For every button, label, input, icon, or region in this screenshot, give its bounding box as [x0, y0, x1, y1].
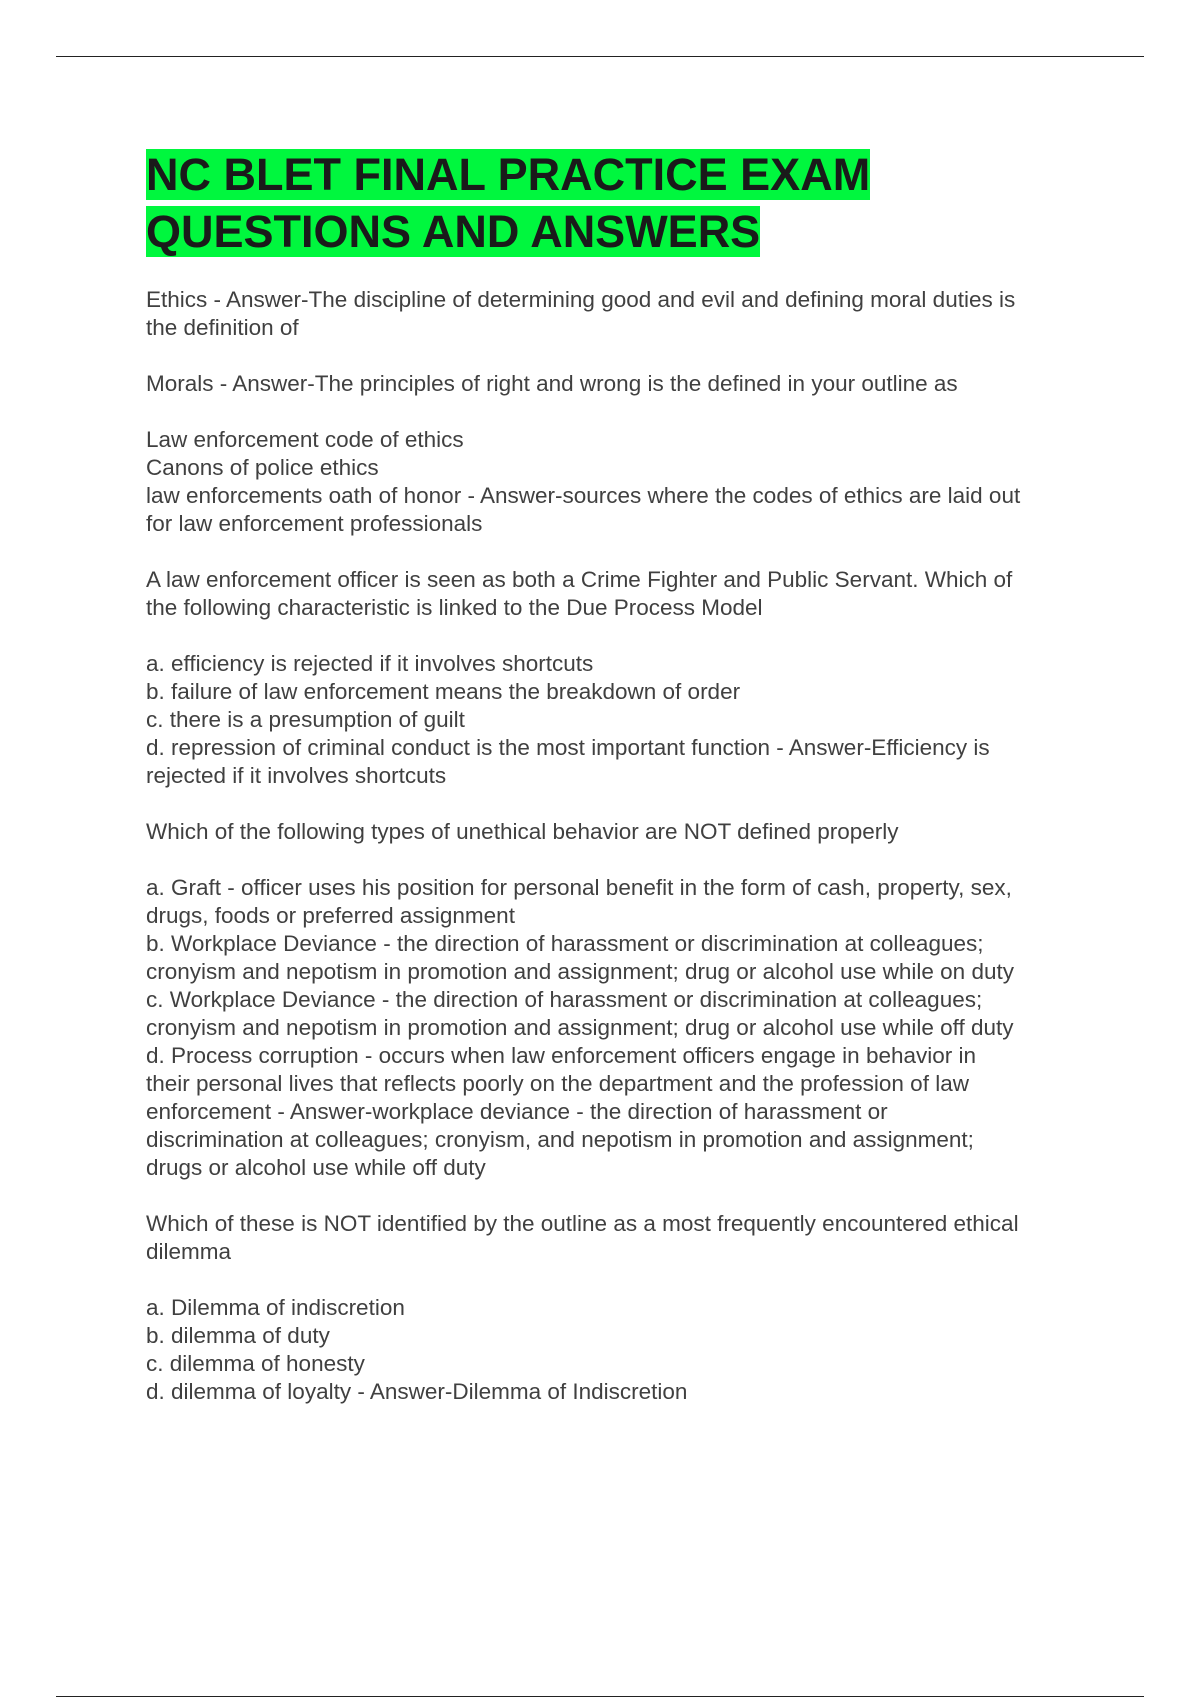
text-line: the following characteristic is linked to the Due Process Model	[146, 595, 763, 620]
text-line: c. there is a presumption of guilt	[146, 707, 465, 732]
text-line: the definition of	[146, 315, 299, 340]
text-line: d. Process corruption - occurs when law enforcement officers engage in behavior in	[146, 1043, 977, 1068]
paragraph-question-ethical-dilemma	[146, 1210, 1096, 1266]
paragraph-options-due-process	[146, 650, 1096, 790]
text-line: rejected if it involves shortcuts	[146, 763, 447, 788]
paragraph-question-unethical-behavior	[146, 818, 1096, 846]
text-line: for law enforcement professionals	[146, 511, 483, 536]
top-rule	[56, 56, 1144, 57]
text-line: b. dilemma of duty	[146, 1323, 330, 1348]
text-line: b. Workplace Deviance - the direction of harassment or discrimination at colleagues;	[146, 931, 984, 956]
text-line: d. dilemma of loyalty - Answer-Dilemma of Indiscretion	[146, 1379, 688, 1404]
text-line: b. failure of law enforcement means the breakdown of order	[146, 679, 741, 704]
text-line: Which of these is NOT identified by the outline as a most frequently encountered ethical	[146, 1211, 1019, 1236]
text-line: enforcement - Answer-workplace deviance - the direction of harassment or	[146, 1099, 888, 1124]
bottom-rule	[56, 1696, 1144, 1697]
text-line: Which of the following types of unethical behavior are NOT defined properly	[146, 819, 899, 844]
paragraph-options-unethical-behavior	[146, 874, 1096, 1182]
text-line: a. efficiency is rejected if it involves shortcuts	[146, 651, 594, 676]
text-line: Ethics - Answer-The discipline of determining good and evil and defining moral duties is	[146, 287, 1016, 312]
text-line: c. dilemma of honesty	[146, 1351, 365, 1376]
text-line: law enforcements oath of honor - Answer-sources where the codes of ethics are laid out	[146, 483, 1021, 508]
text-line: Morals - Answer-The principles of right and wrong is the defined in your outline as	[146, 371, 958, 396]
text-line: drugs or alcohol use while off duty	[146, 1155, 486, 1180]
text-line: a. Graft - officer uses his position for personal benefit in the form of cash, property, sex,	[146, 875, 1012, 900]
text-line: Canons of police ethics	[146, 455, 379, 480]
title-line-1: NC BLET FINAL PRACTICE EXAM	[146, 149, 871, 200]
paragraph-morals	[146, 370, 1096, 398]
paragraph-codes-of-ethics	[146, 426, 1096, 538]
document-body	[146, 146, 1096, 1434]
paragraph-question-due-process	[146, 566, 1096, 622]
title-highlight	[146, 149, 870, 257]
text-line: A law enforcement officer is seen as both a Crime Fighter and Public Servant. Which of	[146, 567, 1013, 592]
text-line: drugs, foods or preferred assignment	[146, 903, 515, 928]
text-line: d. repression of criminal conduct is the most important function - Answer-Efficiency is	[146, 735, 990, 760]
text-line: cronyism and nepotism in promotion and assignment; drug or alcohol use while off duty	[146, 1015, 1014, 1040]
paragraph-options-ethical-dilemma	[146, 1294, 1096, 1406]
text-line: c. Workplace Deviance - the direction of harassment or discrimination at colleagues;	[146, 987, 983, 1012]
text-line: cronyism and nepotism in promotion and assignment; drug or alcohol use while on duty	[146, 959, 1014, 984]
title-line-2: QUESTIONS AND ANSWERS	[146, 206, 761, 257]
text-line: discrimination at colleagues; cronyism, and nepotism in promotion and assignment;	[146, 1127, 974, 1152]
paragraph-ethics	[146, 286, 1096, 342]
text-line: dilemma	[146, 1239, 232, 1264]
text-line: Law enforcement code of ethics	[146, 427, 464, 452]
text-line: their personal lives that reflects poorly on the department and the profession of law	[146, 1071, 969, 1096]
text-line: a. Dilemma of indiscretion	[146, 1295, 405, 1320]
document-title	[146, 146, 1096, 260]
